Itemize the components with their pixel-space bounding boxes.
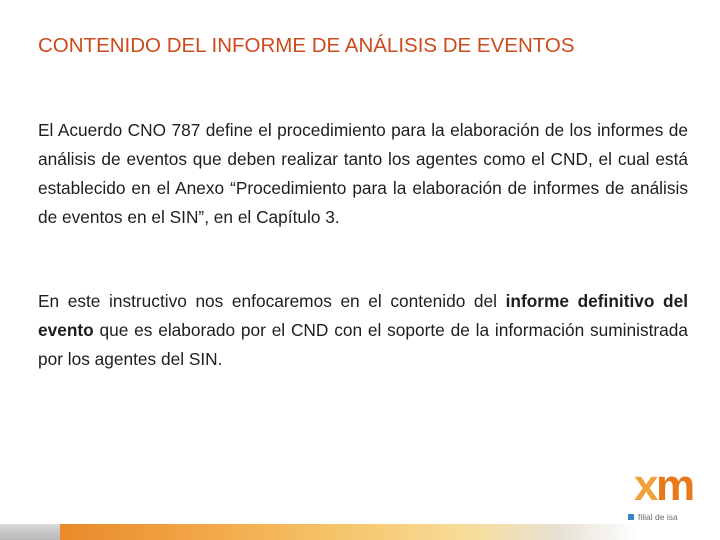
paragraph-2-bold: informe definitivo del evento — [38, 291, 689, 340]
paragraph-2 — [38, 287, 688, 374]
bottom-bar-gray-segment — [0, 524, 60, 540]
xm-logo — [628, 461, 698, 528]
logo-square-icon — [628, 514, 634, 520]
paragraph-2-end: que es elaborado por el CND con el soporte de la información suministrada por los agentes del SIN. — [38, 320, 688, 369]
logo-letter-m: m — [656, 461, 696, 510]
paragraph-1: El Acuerdo CNO 787 define el procedimiento para la elaboración de los informes de análisis de eventos que deben realizar tanto los agentes como el CND, el cual está establecido en el Anexo “Procedimiento para la elaboración de informes de análisis de eventos en el SIN”, en el Capítulo 3. — [38, 120, 688, 227]
logo-tagline — [628, 512, 698, 522]
logo-tagline-text: filial de isa — [638, 512, 678, 522]
slide-title: CONTENIDO DEL INFORME DE ANÁLISIS DE EVENTOS — [38, 34, 575, 57]
bottom-decorative-bar — [0, 524, 720, 540]
paragraph-2-start: En este instructivo nos enfocaremos en el contenido del — [38, 291, 506, 311]
logo-letter-x: x — [634, 461, 659, 510]
